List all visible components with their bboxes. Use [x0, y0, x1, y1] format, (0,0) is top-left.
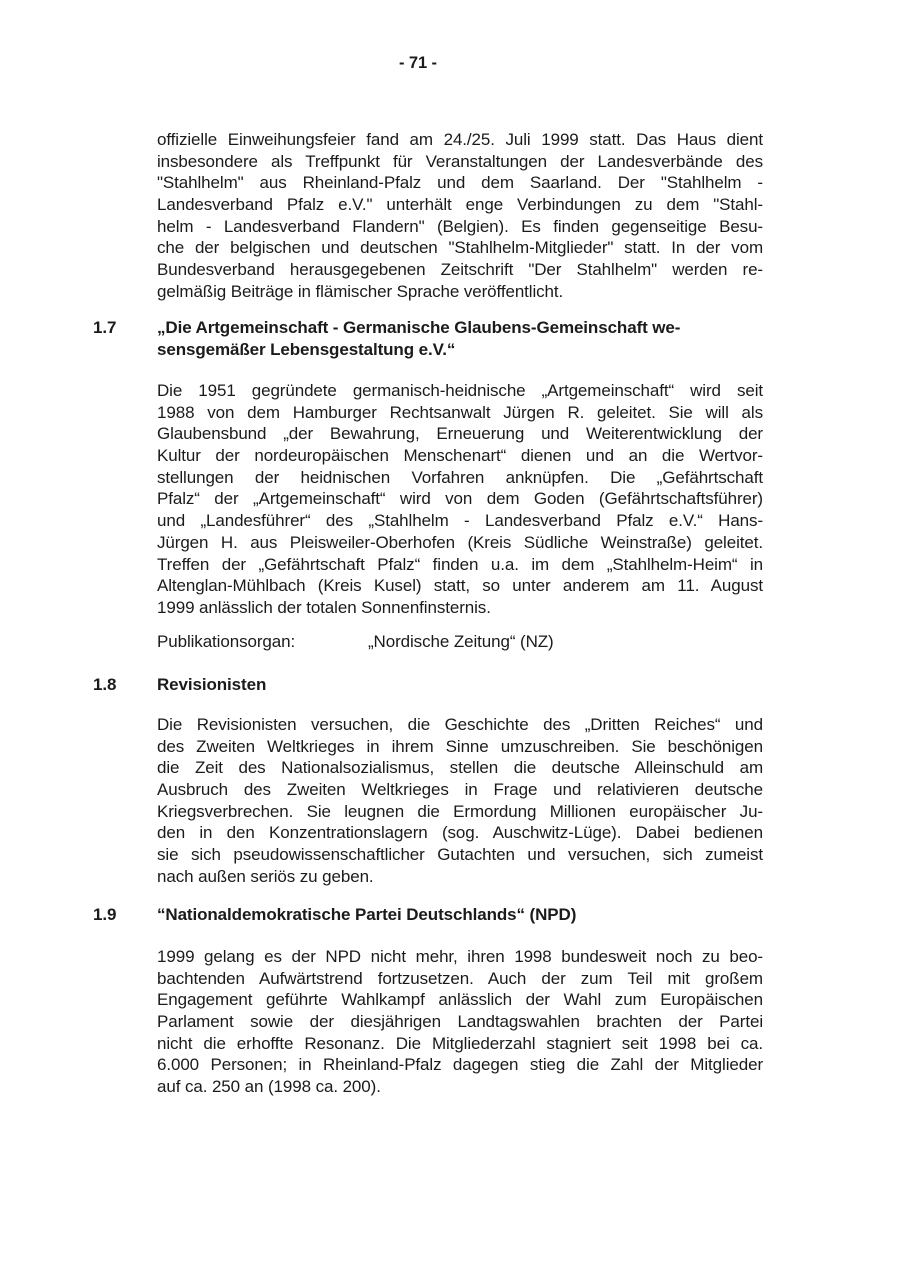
publication-value: „Nordische Zeitung“ (NZ): [368, 632, 554, 651]
text-line: stellungen der heidnischen Vorfahren anknüpfen. Die „Gefährtschaft: [157, 467, 763, 487]
text-line: Bundesverband herausgegebenen Zeitschrift "Der Stahlhelm" werden re-: [157, 260, 763, 280]
text-line: nach außen seriös zu geben.: [157, 866, 374, 886]
text-line: 1999 anlässlich der totalen Sonnenfinsternis.: [157, 597, 491, 617]
text-line: auf ca. 250 an (1998 ca. 200).: [157, 1077, 381, 1097]
intro-paragraph: [157, 129, 763, 303]
publication-label: Publikationsorgan:: [157, 632, 296, 651]
text-line: nicht die erhoffte Resonanz. Die Mitgliederzahl stagniert seit 1998 bei ca.: [157, 1033, 763, 1053]
text-line: Die Revisionisten versuchen, die Geschichte des „Dritten Reiches“ und: [157, 715, 763, 734]
text-line: bachtenden Aufwärtstrend fortzusetzen. Auch der zum Teil mit großem: [157, 968, 763, 988]
section-body-1-8: [157, 714, 763, 888]
text-line: 1999 gelang es der NPD nicht mehr, ihren 1998 bundesweit noch zu beo-: [157, 947, 763, 966]
section-heading-1-8: [157, 674, 763, 696]
text-line: 1988 von dem Hamburger Rechtsanwalt Jürgen R. geleitet. Sie will als: [157, 402, 763, 422]
text-line: und „Landesführer“ des „Stahlhelm - Landesverband Pfalz e.V.“ Hans-: [157, 511, 763, 531]
text-line: Jürgen H. aus Pleisweiler-Oberhofen (Kreis Südliche Weinstraße) geleitet.: [157, 532, 763, 552]
heading-line: Revisionisten: [157, 675, 267, 694]
text-line: Kriegsverbrechen. Sie leugnen die Ermordung Millionen europäischer Ju-: [157, 801, 763, 821]
section-number-1-7: 1.7: [93, 318, 117, 337]
text-line: Treffen der „Gefährtschaft Pfalz“ finden u.a. im dem „Stahlhelm-Heim“ in: [157, 554, 763, 574]
heading-line: sensgemäßer Lebensgestaltung e.V.“: [157, 340, 456, 359]
text-line: Pfalz“ der „Artgemeinschaft“ wird von dem Goden (Gefährtschaftsführer): [157, 489, 763, 509]
heading-line: „Die Artgemeinschaft - Germanische Glaubens-Gemeinschaft we-: [157, 318, 681, 337]
text-line: insbesondere als Treffpunkt für Veranstaltungen der Landesverbände des: [157, 151, 763, 171]
text-line: sie sich pseudowissenschaftlicher Gutachten und versuchen, sich zumeist: [157, 845, 763, 865]
text-line: helm - Landesverband Flandern" (Belgien). Es finden gegenseitige Besu-: [157, 216, 763, 236]
text-line: den in den Konzentrationslagern (sog. Auschwitz-Lüge). Dabei bedienen: [157, 823, 763, 843]
text-line: Die 1951 gegründete germanisch-heidnische „Artgemeinschaft“ wird seit: [157, 381, 763, 400]
text-line: Landesverband Pfalz e.V." unterhält enge Verbindungen zu dem "Stahl-: [157, 195, 763, 215]
text-line: Parlament sowie der diesjährigen Landtagswahlen brachten der Partei: [157, 1012, 763, 1032]
section-body-1-7: [157, 380, 763, 619]
section-number-1-8: 1.8: [93, 675, 117, 694]
section-heading-1-7: [157, 317, 763, 361]
section-body-1-9: [157, 946, 763, 1098]
text-line: Engagement geführte Wahlkampf anlässlich der Wahl zum Europäischen: [157, 990, 763, 1010]
text-line: offizielle Einweihungsfeier fand am 24./25. Juli 1999 statt. Das Haus dient: [157, 130, 763, 149]
text-line: che der belgischen und deutschen "Stahlhelm-Mitglieder" statt. In der vom: [157, 238, 763, 258]
text-line: gelmäßig Beiträge in flämischer Sprache veröffentlicht.: [157, 281, 564, 301]
section-number-1-9: 1.9: [93, 905, 117, 924]
text-line: Ausbruch des Zweiten Weltkrieges in Frage und relativieren deutsche: [157, 780, 763, 800]
text-line: Kultur der nordeuropäischen Menschenart“ dienen und an die Wertvor-: [157, 446, 763, 466]
text-line: Altenglan-Mühlbach (Kreis Kusel) statt, so unter anderem am 11. August: [157, 576, 763, 596]
text-line: "Stahlhelm" aus Rheinland-Pfalz und dem Saarland. Der "Stahlhelm -: [157, 173, 763, 193]
text-line: Glaubensbund „der Bewahrung, Erneuerung und Weiterentwicklung der: [157, 424, 763, 444]
page-number: - 71 -: [399, 54, 437, 72]
text-line: die Zeit des Nationalsozialismus, stellen die deutsche Alleinschuld am: [157, 758, 763, 778]
text-line: 6.000 Personen; in Rheinland-Pfalz dagegen stieg die Zahl der Mitglieder: [157, 1055, 763, 1075]
text-line: des Zweiten Weltkrieges in ihrem Sinne umzuschreiben. Sie beschönigen: [157, 736, 763, 756]
section-heading-1-9: [157, 904, 763, 926]
heading-line: “Nationaldemokratische Partei Deutschlands“ (NPD): [157, 905, 577, 924]
